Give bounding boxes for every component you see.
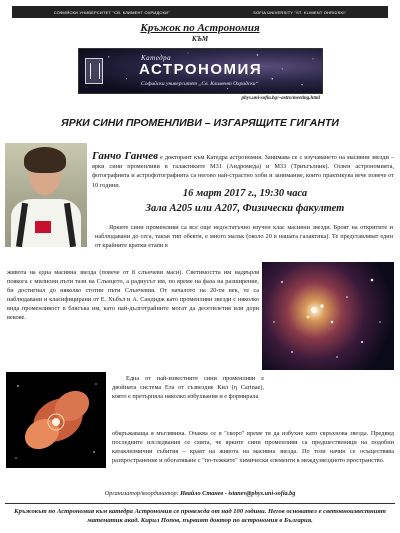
banner-university: Софийски университет „Св. Климент Охридски“ [141,81,259,87]
star-cluster-image [262,262,394,370]
eta-carinae-image [6,372,106,468]
footer-note: Кръжокът по Астрономия към катедра Астрономия се провежда от над 100 години. Негов основател е световноизвестният математик акад. Кирил Попов, първият доктор по астрономия в България. [5,503,395,529]
banner-department: Катедра [141,54,172,62]
intro-paragraph-bottom: живота на една масивна звезда (повече от 8 слънчеви маси). Светимостта им надвърля поякога с милиони пъти тази на Слънцето, а радиусът им, по време на фаза на разширение, би достигнал до няколко стотин пъти Слънчевия. От началото на 20-ти век, те са наблюдавани и класифицирани от Е. Хъбъл и А. Сандидж като променливи звезди с няколко вида променливост в блясъка им, като най-дълготрайните могат да десетилетия или дори векове. [7,269,259,321]
astronomy-banner [78,48,323,94]
header-band-right: SOFIA UNIVERSITY "ST. KLIMENT OHRIDSKI" [253,9,347,15]
organizer-line [0,490,400,497]
event-date: 16 март 2017 г., 19:30 часа [182,188,308,199]
header-band-left: СОФИЙСКИ УНИВЕРСИТЕТ "СВ. КЛИМЕНТ ОХРИДСКИ" [53,9,170,15]
organizer-label: Организатор/координатор: [104,490,181,497]
university-logo [85,58,103,84]
event-place: Зала А205 или А207, Физически факултет [145,203,345,214]
speaker-bio-text: е докторант към Катедра астрономия. Занимава се с изучаването на масивни звезди – ярки сини променливи в галактиките M31 (Андромеда) и M33 (Триъгълник). Освен астрономията, фотографията и астрофотографията са негово най-страстно хоби и занимание, които практикува вече повече от 10 години. [92,154,394,189]
kam-label: КЪМ [191,35,209,43]
speaker-name: Ганчо Ганчев [92,150,158,162]
circle-title: Кръжок по Астрономия [140,22,260,34]
eta-carinae-paragraph-top: Една от най-известните сини променливи е двойната система Ета от съзвездие Кил (η Carinae), която е претърпяла няколко избухвания и е формирала [112,375,264,400]
banner-title: АСТРОНОМИЯ [139,61,263,78]
speaker-photo [5,143,87,247]
meeting-url[interactable]: phys.uni-sofia.bg/~astro/meeting.html [241,96,320,101]
organizer-name[interactable]: Ивайло Станев - istanev@phys.uni-sofia.bg [180,490,296,497]
intro-paragraph-top: Ярките сини променливи са все още недостатъчно изучен клас масивни звезди. Броят на откритите и наблюдавани до сега, такъв тип обекти, е много малък (около 20 в нашата галактика). Те представляват един от крайните кратки етапи в [95,224,393,249]
university-header-band [12,6,388,18]
speaker-bio [92,152,394,190]
eta-carinae-paragraph-bottom: обкръжаваща я мъглявина. Очаква се в "скоро" време тя да избухне като свръхнова звезда. Предвид последните изследвания се смята, че ярките сини променливи са предшественици на подобни катаклизмични събития – краят на живота на масивна звезда. По този начин се осъществява разпространение и обогатяване с "по-тежките" химически елементи в междузвездното пространство. [112,430,394,464]
lecture-headline: ЯРКИ СИНИ ПРОМЕНЛИВИ – ИЗГАРЯЩИТЕ ГИГАНТИ [61,117,339,129]
